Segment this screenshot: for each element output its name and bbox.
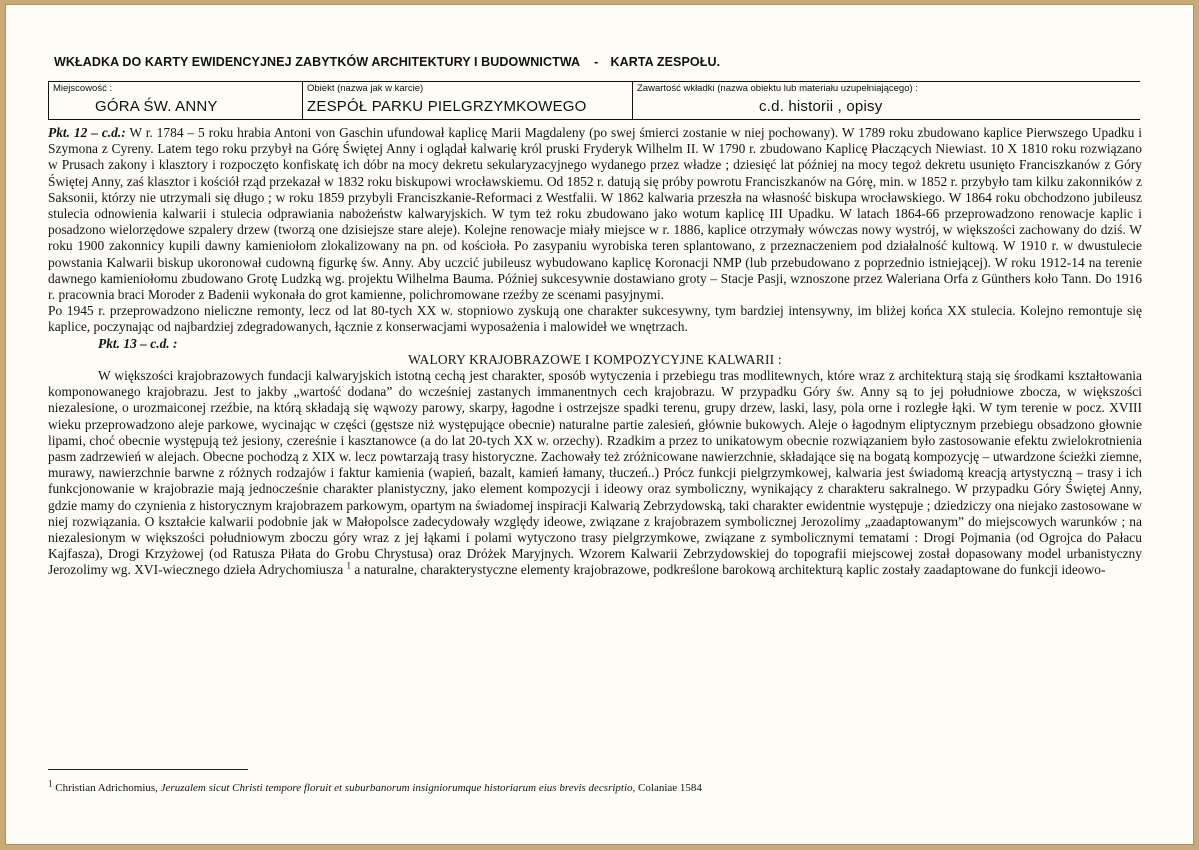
object-label: Obiekt (nazwa jak w karcie) (307, 83, 424, 94)
paragraph-pkt12 (48, 125, 1142, 303)
pkt13-label: Pkt. 13 – c.d. : (98, 335, 178, 351)
footnote (48, 778, 702, 794)
footnote-author: Christian Adrichomius, (52, 782, 161, 794)
content-label: Zawartość wkładki (nazwa obiektu lub materiału uzupełniającego) : (637, 83, 918, 94)
section-title: WALORY KRAJOBRAZOWE I KOMPOZYCYJNE KALWARII : (408, 351, 782, 367)
pkt12-text: W r. 1784 – 5 roku hrabia Antoni von Gaschin ufundował kaplicę Marii Magdaleny (po swej śmierci zostanie w niej pochowany). W 1789 roku zbudowano kaplice Pierwszego Upadku i Szymona z Cyreny. Latem tego roku przybył na Górę Świętej Anny i oglądał kalwarię król pruski Fryderyk Wilhelm II. W 1790 r. zbudowano Kaplicę Płaczących Niewiast. 10 X 1810 roku rozwiązano w Prusach zakony i klasztory i rozpoczęto konfiskatę ich dóbr na mocy dekretu sekularyzacyjnego wydanego przez władze ; dziesięć lat później na mocy tegoż dekretu usunięto Franciszkanów z Góry Świętej Anny, zaś klasztor i kościół rząd przekazał w 1832 roku biskupowi wrocławskiemu. Od 1852 r. datują się próby powrotu Franciszkanów na Górę, min. w 1852 r. przybyło tam kilku zakonników z Saksonii, którzy nie utrzymali się długo ; w roku 1859 przybyli Franciszkanie-Reformaci z Westfalii. W 1862 kalwaria przeszła na własność biskupa wrocławskiego. W 1864 roku obchodzono jubileusz stulecia odnowienia kalwarii i stulecia odprawiania nabożeństw kalwaryjskich. W tym też roku zbudowano jako wotum kaplicę III Upadku. W latach 1864-66 przeprowadzono renowacje kaplic i posadzono wielorzędowe szpalery drzew (tworzą one dzisiejsze stare aleje). Kolejne renowacje miały miejsce w r. 1886, kaplice otrzymały wówczas nowy wystrój, w większości zachowany do dziś. W roku 1900 zakonnicy kupili dawny kamieniołom zlokalizowany na pn. od kościoła. Po zasypaniu wyrobiska teren splantowano, z przeznaczeniem pod działalność kultową. W 1910 r. w dwustulecie powstania Kalwarii biskup ukoronował cudowną figurkę św. Anny. Aby uczcić jubileusz wybudowano kaplicę Koronacji NMP (lub przebudowano z poprzednio istniejącej). W roku 1912-14 na terenie dawnego kamieniołomu zbudowano Grotę Ludzką wg. projektu Wilhelma Bauma. Później sukcesywnie dostawiano groty – Stacje Pasji, wznoszone przez Waleriana Orfa z Günthers koło Tann. Do 1916 r. pracownia braci Moroder z Badenii wykonała do grot kamienne, polichromowane rzeźby ze scenami pasyjnymi. (48, 125, 1142, 303)
paragraph-post-1945: Po 1945 r. przeprowadzono nieliczne remonty, lecz od lat 80-tych XX w. stopniowo zyskują one charakter sukcesywny, tym bardziej intensywny, im bliżej końca XX stulecia. Kolejno remontuje się kaplice, poczynając od najbardziej zdegradowanych, łącznie z konserwacjami wyposażenia i malowideł we wnętrzach. (48, 303, 1142, 335)
place-label: Miejscowość : (53, 83, 113, 94)
content-value: c.d. historii , opisy (759, 98, 883, 115)
pkt12-label: Pkt. 12 – c.d.: (48, 125, 126, 140)
object-cell (302, 82, 633, 119)
paragraph-landscape (48, 368, 1142, 579)
place-value: GÓRA ŚW. ANNY (95, 98, 218, 115)
footnote-reference: 1 (346, 561, 352, 571)
metadata-table (48, 81, 1140, 120)
object-value: ZESPÓŁ PARKU PIELGRZYMKOWEGO (307, 98, 587, 115)
content-cell (632, 82, 1141, 119)
place-cell (48, 82, 303, 119)
header-title: WKŁADKA DO KARTY EWIDENCYJNEJ ZABYTKÓW ARCHITEKTURY I BUDOWNICTWA (54, 55, 581, 69)
footnote-title: Jeruzalem sicut Christi tempore floruit et suburbanorum insigniorumque historiarum eius brevis decsriptio, (160, 782, 636, 794)
footnote-place-year: Colaniae 1584 (635, 782, 702, 794)
document-sheet (5, 4, 1194, 845)
header-dash: - (594, 55, 599, 69)
header-subtitle: KARTA ZESPOŁU. (610, 55, 721, 69)
document-header (54, 55, 720, 69)
landscape-text-b: a naturalne, charakterystyczne elementy krajobrazowe, podkreślone barokową architekturą kaplic zostały zaadaptowane do funkcji ideowo- (351, 562, 1106, 578)
footnote-divider (48, 769, 248, 770)
landscape-text-a: W większości krajobrazowych fundacji kalwaryjskich istotną cechą jest charakter, sposób wytyczenia i przebiegu tras modlitewnych, które wraz z architekturą stają się środkami kształtowania komponowanego krajobrazu. Jest to jakby „wartość dodana” do wcześniej zastanych immanentnych cech krajobrazu. W przypadku Góry św. Anny są to jej południowe zbocza, w większości niezalesione, o urozmaiconej rzeźbie, na którą składają się wąwozy parowy, skarpy, łagodne i ostrzejsze spadki terenu, grupy drzew, laski, lasy, pola orne i rozległe łąki. W tym terenie w pocz. XVIII wieku przeprowadzono aleje parkowe, wycinając w części (gęstsze niż występujące obecnie) naturalne partie zalesień, głównie bukowych. Aleje o łagodnym eliptycznym przebiegu obsadzono głownie lipami, choć obecnie występują też jesiony, czereśnie i kasztanowce (a do lat 20-tych XX w. orzechy). Rzadkim a przez to unikatowym obecnie rozwiązaniem było zastosowanie efektu zwielokrotnienia pasm zadrzewień w alejach. Obecne pochodzą z XIX w. lecz powtarzają trasy historyczne. Zachowały też zróżnicowane nawierzchnie, składające się na bogatą kompozycję – utwardzone ścieżki ziemne, murawy, nawierzchnie barwne z różnych rodzajów i faktur kamienia (wapień, bazalt, kamień łamany, tłuczeń..) Prócz funkcji pielgrzymkowej, kalwaria jest świadomą kreacją artystyczną – trasy i ich funkcjonowanie w krajobrazie mają jednocześnie charakter planistyczny, jako element kompozycji i ideowy oraz symboliczny, wynikający z charakteru sakralnego. W przypadku Góry Świętej Anny, gdzie mamy do czynienia z historycznym krajobrazem parkowym, opartym na świadomej inspiracji Kalwarią Zebrzydowską, taki charakter ewidentnie występuje ; dziedziczy ona niejako zastosowane w niej rozwiązania. O kształcie kalwarii podobnie jak w Małopolsce zadecydowały względy ideowe, związane z krajobrazem symbolicznej Jerozolimy „zaadaptowanym” do miejscowych warunków ; na niezalesionym w większości południowym zboczu góry wraz z jej łąkami i polami wytyczono trasy pielgrzymkowe, związane z symbolicznymi tematami : Drogi Pojmania (od Ogrojca do Pałacu Kajfasza), Drogi Krzyżowej (od Ratusza Piłata do Grobu Chrystusa) oraz Dróżek Maryjnych. Wzorem Kalwarii Zebrzydowskiej do topografii miejscowej został dopasowany model urbanistyczny Jerozolimy wg. XVI-wiecznego dzieła Adrychomiusza (48, 368, 1142, 578)
document-body (48, 125, 1142, 579)
footnote-number: 1 (48, 778, 53, 789)
